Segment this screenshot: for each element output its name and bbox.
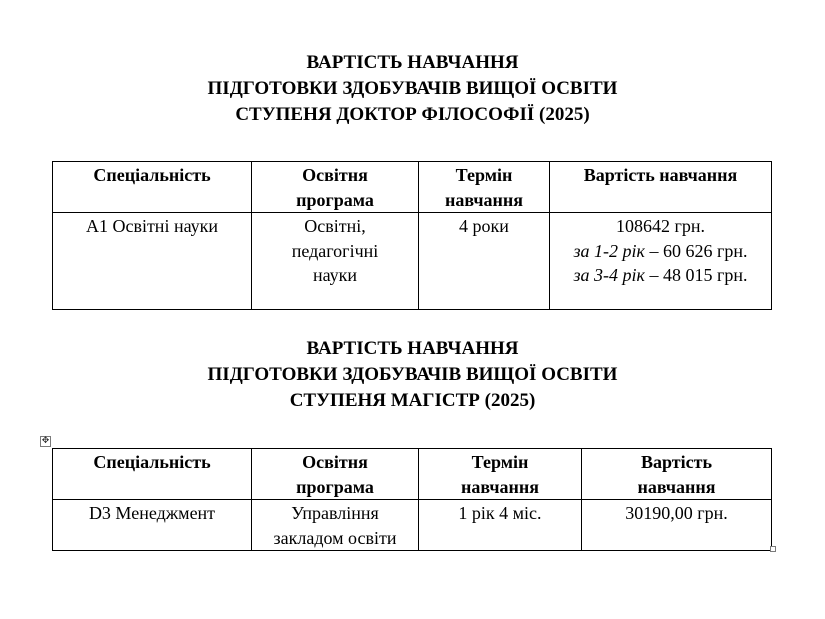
cost-total: 108642 грн. (615, 216, 705, 236)
heading-line: СТУПЕНЯ ДОКТОР ФІЛОСОФІЇ (2025) (235, 104, 590, 125)
header-line: Термін (455, 165, 513, 185)
header-specialty: Спеціальність (53, 162, 252, 213)
heading-phd-cost (0, 50, 825, 128)
cell-specialty: А1 Освітні науки (53, 213, 252, 310)
heading-line: ПІДГОТОВКИ ЗДОБУВАЧІВ ВИЩОЇ ОСВІТИ (207, 78, 618, 99)
header-program (252, 162, 419, 213)
cost-years-3-4 (554, 263, 767, 288)
cost-value: – 48 015 грн. (649, 265, 748, 285)
header-line: Освітня (302, 452, 368, 472)
heading-line: ВАРТІСТЬ НАВЧАННЯ (306, 52, 519, 73)
cost-value: – 60 626 грн. (649, 240, 748, 261)
cell-program (252, 213, 419, 310)
cell-line: педагогічні (291, 240, 379, 261)
header-cost: Вартість навчання (550, 162, 772, 213)
header-line: навчання (444, 189, 524, 210)
cost-label: за 1-2 рік (573, 240, 645, 261)
table-header-row (53, 449, 772, 500)
header-cost (582, 449, 772, 500)
heading-line: СТУПЕНЯ МАГІСТР (2025) (289, 390, 536, 411)
table-header-row (53, 162, 772, 213)
cell-cost: 30190,00 грн. (582, 500, 772, 551)
header-line: програма (296, 189, 374, 210)
master-cost-table (52, 448, 772, 551)
cell-cost (550, 213, 772, 310)
phd-cost-table (52, 161, 772, 310)
header-line: програма (296, 476, 374, 497)
header-line: навчання (637, 476, 716, 497)
cell-line: закладом освіти (273, 527, 397, 548)
heading-master-cost (0, 336, 825, 414)
cell-specialty: D3 Менеджмент (53, 500, 252, 551)
heading-line: ВАРТІСТЬ НАВЧАННЯ (306, 338, 519, 359)
table-row (53, 213, 772, 310)
resize-square-icon[interactable] (770, 546, 776, 552)
move-arrows-icon[interactable]: ✥ (41, 436, 50, 446)
header-line: Освітня (302, 165, 368, 185)
heading-line: ПІДГОТОВКИ ЗДОБУВАЧІВ ВИЩОЇ ОСВІТИ (207, 364, 618, 385)
cost-label: за 3-4 рік (573, 265, 645, 285)
cell-program (252, 500, 419, 551)
header-program (252, 449, 419, 500)
header-term (419, 449, 582, 500)
cell-line: науки (312, 265, 358, 285)
header-line: Термін (471, 452, 529, 472)
header-line: навчання (460, 476, 540, 497)
cell-term: 1 рік 4 міс. (419, 500, 582, 551)
header-line: Вартість (641, 452, 712, 472)
cell-term: 4 роки (419, 213, 550, 310)
cost-years-1-2 (554, 239, 767, 264)
cell-line: Управління (291, 503, 379, 523)
header-term (419, 162, 550, 213)
table-row (53, 500, 772, 551)
header-specialty: Спеціальність (53, 449, 252, 500)
cell-line: Освітні, (304, 216, 366, 236)
